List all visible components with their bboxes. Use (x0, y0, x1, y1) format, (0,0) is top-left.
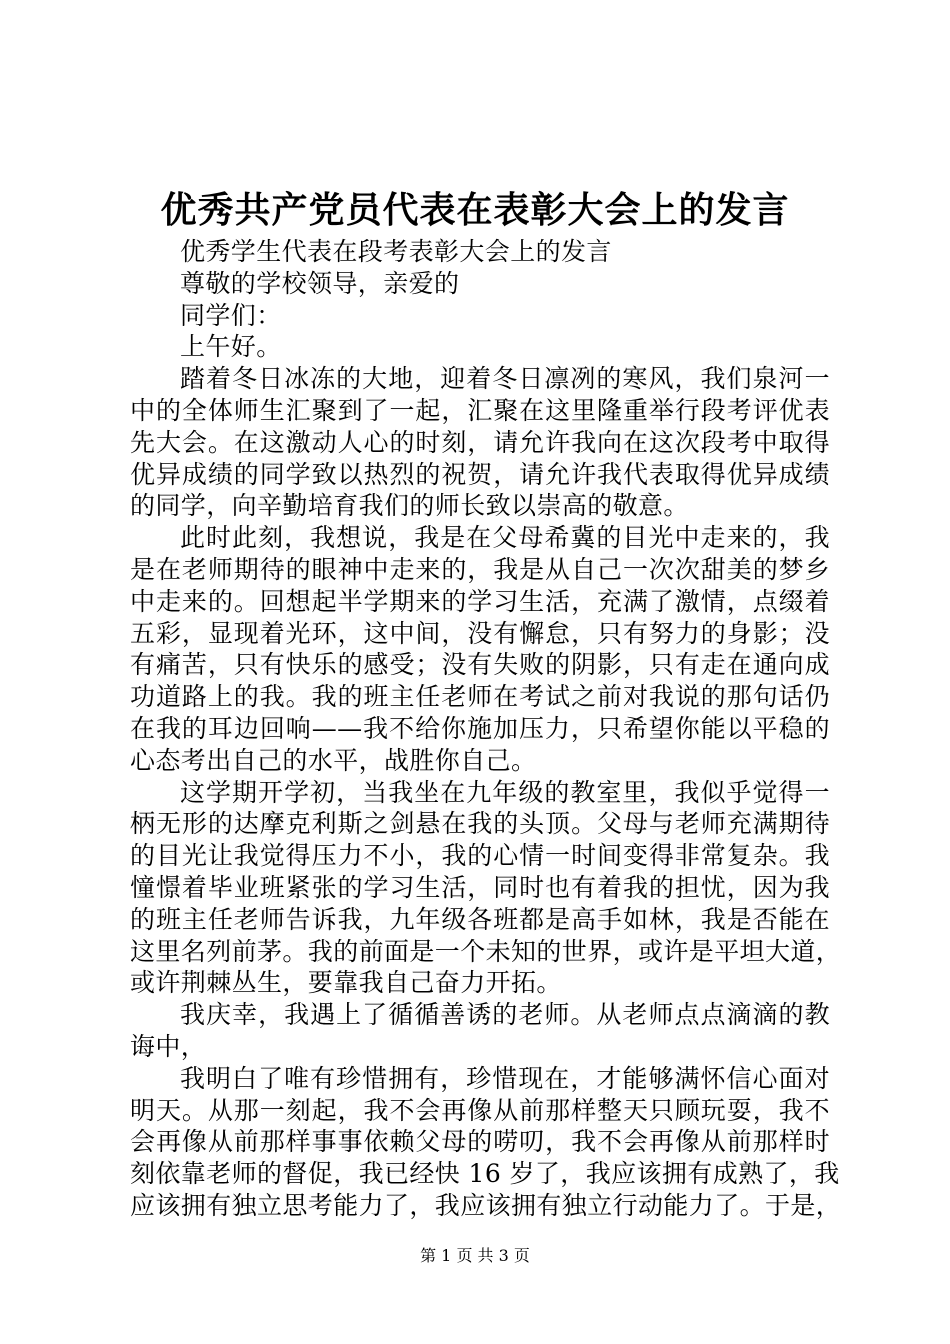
text-line: 先大会。在这激动人心的时刻，请允许我向在这次段考中取得 (130, 427, 830, 457)
page-footer: 第 1 页 共 3 页 (420, 1246, 530, 1265)
text-line: 上午好。 (180, 332, 282, 362)
text-line: 中的全体师生汇聚到了一起，汇聚在这里隆重举行段考评优表 (130, 395, 830, 425)
text-line: 我庆幸，我遇上了循循善诱的老师。从老师点点滴滴的教 (180, 1000, 830, 1030)
text-line: 踏着冬日冰冻的大地，迎着冬日凛冽的寒风，我们泉河一 (180, 364, 830, 394)
text-line: 会再像从前那样事事依赖父母的唠叨，我不会再像从前那样时 (130, 1127, 830, 1157)
text-line: 憧憬着毕业班紧张的学习生活，同时也有着我的担忧，因为我 (130, 872, 830, 902)
text-line: 的同学，向辛勤培育我们的师长致以崇高的敬意。 (130, 491, 689, 521)
text-line: 我明白了唯有珍惜拥有，珍惜现在，才能够满怀信心面对 (180, 1063, 830, 1093)
text-line: 刻依靠老师的督促，我已经快 16 岁了，我应该拥有成熟了，我 (130, 1159, 840, 1189)
text-line: 是在老师期待的眼神中走来的，我是从自己一次次甜美的梦乡 (130, 554, 830, 584)
text-line: 五彩，显现着光环，这中间，没有懈怠，只有努力的身影；没 (130, 618, 830, 648)
text-line: 功道路上的我。我的班主任老师在考试之前对我说的那句话仍 (130, 682, 830, 712)
text-line: 诲中， (130, 1031, 207, 1061)
text-line: 同学们： (180, 300, 282, 330)
text-line: 中走来的。回想起半学期来的学习生活，充满了激情，点缀着 (130, 586, 830, 616)
text-line: 的班主任老师告诉我，九年级各班都是高手如林，我是否能在 (130, 904, 830, 934)
text-line: 优异成绩的同学致以热烈的祝贺，请允许我代表取得优异成绩 (130, 459, 830, 489)
text-line: 应该拥有独立思考能力了，我应该拥有独立行动能力了。于是， (130, 1190, 842, 1220)
text-line: 尊敬的学校领导，亲爱的 (180, 268, 460, 298)
document-title: 优秀共产党员代表在表彰大会上的发言 (160, 189, 790, 231)
text-line: 优秀学生代表在段考表彰大会上的发言 (180, 237, 612, 266)
text-line: 心态考出自己的水平，战胜你自己。 (130, 745, 537, 775)
text-line: 此时此刻，我想说，我是在父母希冀的目光中走来的，我 (180, 523, 830, 553)
text-line: 或许荆棘丛生，要靠我自己奋力开拓。 (130, 968, 562, 998)
text-line: 这学期开学初，当我坐在九年级的教室里，我似乎觉得一 (180, 777, 830, 807)
text-line: 有痛苦，只有快乐的感受；没有失败的阴影，只有走在通向成 (130, 650, 830, 680)
text-line: 明天。从那一刻起，我不会再像从前那样整天只顾玩耍，我不 (130, 1095, 830, 1125)
document-body (130, 236, 842, 1222)
text-line: 在我的耳边回响——我不给你施加压力，只希望你能以平稳的 (130, 713, 830, 743)
text-line: 柄无形的达摩克利斯之剑悬在我的头顶。父母与老师充满期待 (130, 809, 830, 839)
text-line: 这里名列前茅。我的前面是一个未知的世界，或许是平坦大道， (130, 936, 842, 966)
text-line: 的目光让我觉得压力不小，我的心情一时间变得非常复杂。我 (130, 841, 830, 871)
